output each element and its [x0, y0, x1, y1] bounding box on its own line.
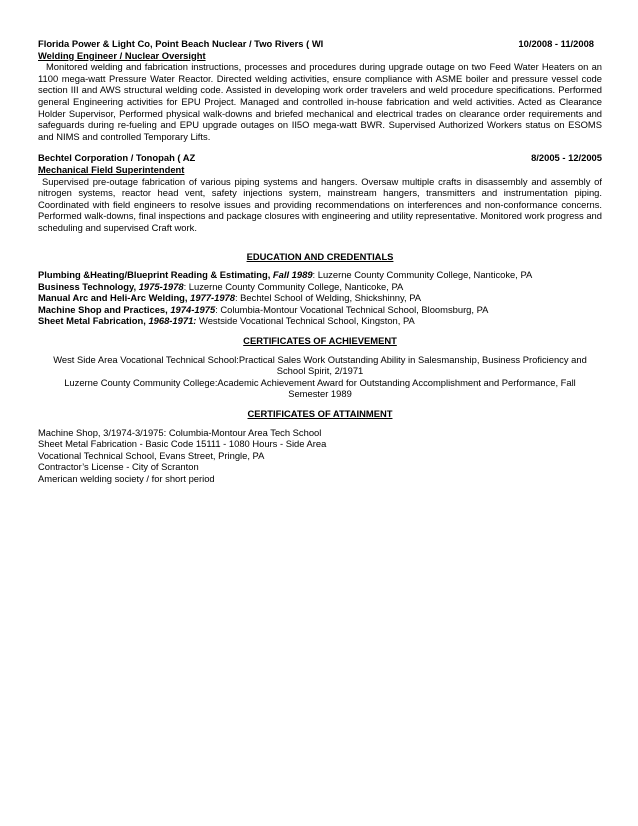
achievement-heading: CERTIFICATES OF ACHIEVEMENT [243, 335, 397, 347]
attainment-item: Contractor’s License - City of Scranton [38, 461, 199, 473]
education-item [38, 269, 602, 281]
education-heading: EDUCATION AND CREDENTIALS [246, 250, 394, 262]
course-name: Manual Arc and Heli-Arc Welding, [38, 292, 188, 304]
education-item [38, 315, 602, 327]
course-years: Fall 1989 [272, 269, 313, 281]
job-entry [38, 38, 602, 142]
course-years: 1968-1971: [148, 315, 197, 327]
job-company: Florida Power & Light Co, Point Beach Nuclear / Two Rivers ( WI [38, 38, 324, 49]
attainment-item: Machine Shop, 3/1974-3/1975: Columbia-Montour Area Tech School [38, 426, 322, 438]
school-name: : Luzerne County Community College, Nanticoke, PA [312, 269, 533, 281]
job-header [38, 38, 602, 50]
job-dates: 10/2008 - 11/2008 [518, 38, 594, 49]
course-name: Plumbing &Heating/Blueprint Reading & Estimating, [38, 269, 271, 281]
education-item [38, 281, 602, 293]
school-name: Westside Vocational Technical School, Kingston, PA [196, 315, 415, 327]
job-description: Monitored welding and fabrication instructions, processes and procedures during upgrade outage on two Feed Water Heaters on an 1100 mega-watt Pressure Water Reactor. Directed welding activities, ensure compliance with ASME boiler and pressure vessel code section III and AWS structural welding code. Assisted in developing work order travelers and weld procedure specifications. Performed general Engineering activities for EPU Project. Managed and controlled in-house fabrication and weld activities. Acted as Clearance Holder Supervisor, Performed physical walk-downs and briefed mechanical and electrical trades on clearance order requirements and safeguards during re-fueling and EPU upgrade outages on II5O mega-watt BWR. Supervised Authorized Workers status on ESOMS and NIMS and controlled Temporary Lifts. [38, 61, 602, 142]
course-years: 1975-1978 [138, 280, 184, 292]
achievement-list [38, 354, 602, 400]
job-company: Bechtel Corporation / Tonopah ( AZ [38, 152, 196, 164]
attainment-item: American welding society / for short period [38, 473, 215, 484]
course-name: Machine Shop and Practices, [38, 303, 168, 315]
resume-page [38, 38, 602, 485]
attainment-heading: CERTIFICATES OF ATTAINMENT [247, 408, 393, 420]
school-name: : Luzerne County Community College, Nanticoke, PA [183, 280, 404, 292]
attainment-list [38, 427, 602, 485]
education-item [38, 304, 602, 316]
education-list [38, 269, 602, 327]
education-item [38, 292, 602, 304]
course-name: Sheet Metal Fabrication, [38, 315, 146, 327]
job-header [38, 152, 602, 164]
attainment-item: Sheet Metal Fabrication - Basic Code 15111 - 1080 Hours - Side Area [38, 438, 327, 450]
course-years: 1977-1978 [190, 292, 235, 304]
job-entry [38, 152, 602, 233]
attainment-item: Vocational Technical School, Evans Street, Pringle, PA [38, 449, 265, 461]
achievement-item: West Side Area Vocational Technical School:Practical Sales Work Outstanding Ability in Salesmanship, Business Proficiency and School Spirit, 2/1971 [53, 353, 587, 377]
job-description: Supervised pre-outage fabrication of various piping systems and hangers. Oversaw multiple crafts in disassembly and assembly of nitrogen systems, reactor head vent, safety injections system, mainstream hangers, transmitters and instrumentation piping. Coordinated with field engineers to resolve issues and providing recommendations on interferences and non-conformance concerns. Performed walk-downs, final inspections and package closures with engineering and utility representative. Monitored work progress and scheduling and supervised Craft work. [38, 175, 602, 233]
school-name: : Bechtel School of Welding, Shickshinny, PA [234, 292, 422, 304]
school-name: : Columbia-Montour Vocational Technical School, Bloomsburg, PA [215, 303, 489, 315]
job-dates: 8/2005 - 12/2005 [531, 152, 602, 164]
course-years: 1974-1975 [170, 303, 216, 315]
job-title: Mechanical Field Superintendent [38, 163, 185, 175]
job-title: Welding Engineer / Nuclear Oversight [38, 49, 206, 61]
course-name: Business Technology, [38, 280, 137, 292]
achievement-item: Luzerne County Community College:Academic Achievement Award for Outstanding Accomplishment and Performance, Fall Semester 1989 [64, 376, 576, 400]
